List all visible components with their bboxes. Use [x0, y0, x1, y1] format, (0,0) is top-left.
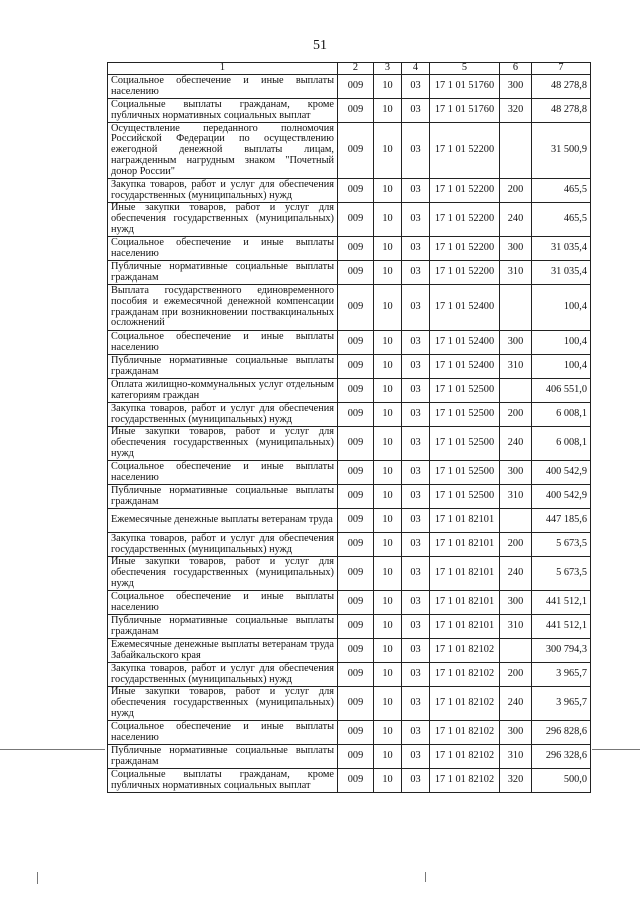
subsection-code: 03 — [402, 237, 430, 261]
subsection-code: 03 — [402, 769, 430, 793]
section-code: 10 — [374, 123, 402, 179]
chapter-code: 009 — [338, 615, 374, 639]
amount: 465,5 — [532, 179, 591, 203]
row-name: Закупка товаров, работ и услуг для обеспечения государственных (муниципальных) нужд — [108, 533, 338, 557]
row-name: Иные закупки товаров, работ и услуг для обеспечения государственных (муниципальных) нужд — [108, 203, 338, 237]
amount: 5 673,5 — [532, 557, 591, 591]
expense-type-code: 200 — [500, 663, 532, 687]
section-code: 10 — [374, 461, 402, 485]
subsection-code: 03 — [402, 179, 430, 203]
table-row — [108, 461, 591, 485]
target-article-code: 17 1 01 52500 — [430, 427, 500, 461]
table-row — [108, 285, 591, 331]
expense-type-code: 300 — [500, 721, 532, 745]
target-article-code: 17 1 01 82101 — [430, 509, 500, 533]
target-article-code: 17 1 01 52500 — [430, 485, 500, 509]
row-name: Социальное обеспечение и иные выплаты населению — [108, 237, 338, 261]
target-article-code: 17 1 01 52400 — [430, 285, 500, 331]
expense-type-code: 310 — [500, 261, 532, 285]
amount: 441 512,1 — [532, 615, 591, 639]
table-row — [108, 203, 591, 237]
row-name: Социальные выплаты гражданам, кроме публичных нормативных социальных выплат — [108, 99, 338, 123]
expense-type-code: 200 — [500, 403, 532, 427]
chapter-code: 009 — [338, 179, 374, 203]
subsection-code: 03 — [402, 331, 430, 355]
amount: 300 794,3 — [532, 639, 591, 663]
page-number: 51 — [313, 38, 327, 53]
table-row — [108, 533, 591, 557]
expense-type-code — [500, 639, 532, 663]
expense-type-code: 200 — [500, 179, 532, 203]
chapter-code: 009 — [338, 355, 374, 379]
scan-mark — [0, 749, 105, 750]
expense-type-code: 310 — [500, 615, 532, 639]
subsection-code: 03 — [402, 403, 430, 427]
target-article-code: 17 1 01 52500 — [430, 403, 500, 427]
chapter-code: 009 — [338, 331, 374, 355]
subsection-code: 03 — [402, 639, 430, 663]
subsection-code: 03 — [402, 99, 430, 123]
amount: 31 035,4 — [532, 237, 591, 261]
table-row — [108, 639, 591, 663]
table-row — [108, 591, 591, 615]
subsection-code: 03 — [402, 591, 430, 615]
column-header: 1 — [108, 63, 338, 75]
subsection-code: 03 — [402, 285, 430, 331]
table-row — [108, 427, 591, 461]
row-name: Осуществление переданного полномочия Российской Федерации по осуществлению ежегодной денежной выплаты лицам, награжденным нагрудным знаком "Почетный донор России" — [108, 123, 338, 179]
table-row — [108, 355, 591, 379]
expense-type-code: 300 — [500, 591, 532, 615]
subsection-code: 03 — [402, 379, 430, 403]
target-article-code: 17 1 01 82101 — [430, 591, 500, 615]
target-article-code: 17 1 01 52400 — [430, 331, 500, 355]
row-name: Ежемесячные денежные выплаты ветеранам труда — [108, 509, 338, 533]
expense-type-code: 320 — [500, 99, 532, 123]
target-article-code: 17 1 01 51760 — [430, 75, 500, 99]
target-article-code: 17 1 01 52200 — [430, 203, 500, 237]
table-row — [108, 379, 591, 403]
amount: 406 551,0 — [532, 379, 591, 403]
section-code: 10 — [374, 379, 402, 403]
target-article-code: 17 1 01 82101 — [430, 615, 500, 639]
section-code: 10 — [374, 557, 402, 591]
row-name: Закупка товаров, работ и услуг для обеспечения государственных (муниципальных) нужд — [108, 179, 338, 203]
chapter-code: 009 — [338, 557, 374, 591]
target-article-code: 17 1 01 82102 — [430, 663, 500, 687]
chapter-code: 009 — [338, 75, 374, 99]
column-header: 6 — [500, 63, 532, 75]
subsection-code: 03 — [402, 663, 430, 687]
column-header: 7 — [532, 63, 591, 75]
amount: 100,4 — [532, 331, 591, 355]
chapter-code: 009 — [338, 639, 374, 663]
chapter-code: 009 — [338, 427, 374, 461]
chapter-code: 009 — [338, 261, 374, 285]
subsection-code: 03 — [402, 509, 430, 533]
target-article-code: 17 1 01 51760 — [430, 99, 500, 123]
target-article-code: 17 1 01 52200 — [430, 123, 500, 179]
expense-type-code: 310 — [500, 355, 532, 379]
target-article-code: 17 1 01 52500 — [430, 461, 500, 485]
section-code: 10 — [374, 285, 402, 331]
amount: 296 828,6 — [532, 721, 591, 745]
table-row — [108, 509, 591, 533]
row-name: Закупка товаров, работ и услуг для обеспечения государственных (муниципальных) нужд — [108, 663, 338, 687]
subsection-code: 03 — [402, 461, 430, 485]
table-row — [108, 123, 591, 179]
subsection-code: 03 — [402, 687, 430, 721]
row-name: Социальное обеспечение и иные выплаты населению — [108, 721, 338, 745]
subsection-code: 03 — [402, 261, 430, 285]
target-article-code: 17 1 01 52200 — [430, 179, 500, 203]
expense-type-code: 310 — [500, 485, 532, 509]
expense-type-code: 240 — [500, 557, 532, 591]
chapter-code: 009 — [338, 237, 374, 261]
expense-type-code: 240 — [500, 687, 532, 721]
chapter-code: 009 — [338, 485, 374, 509]
chapter-code: 009 — [338, 285, 374, 331]
row-name: Социальные выплаты гражданам, кроме публичных нормативных социальных выплат — [108, 769, 338, 793]
section-code: 10 — [374, 179, 402, 203]
amount: 447 185,6 — [532, 509, 591, 533]
table-row — [108, 663, 591, 687]
row-name: Оплата жилищно-коммунальных услуг отдельным категориям граждан — [108, 379, 338, 403]
section-code: 10 — [374, 533, 402, 557]
row-name: Иные закупки товаров, работ и услуг для обеспечения государственных (муниципальных) нужд — [108, 557, 338, 591]
amount: 31 035,4 — [532, 261, 591, 285]
target-article-code: 17 1 01 82101 — [430, 557, 500, 591]
section-code: 10 — [374, 663, 402, 687]
scan-mark — [37, 872, 38, 884]
target-article-code: 17 1 01 52200 — [430, 261, 500, 285]
expense-type-code: 240 — [500, 203, 532, 237]
row-name: Социальное обеспечение и иные выплаты населению — [108, 331, 338, 355]
subsection-code: 03 — [402, 533, 430, 557]
chapter-code: 009 — [338, 591, 374, 615]
expense-type-code: 240 — [500, 427, 532, 461]
amount: 48 278,8 — [532, 99, 591, 123]
table-row — [108, 557, 591, 591]
row-name: Иные закупки товаров, работ и услуг для обеспечения государственных (муниципальных) нужд — [108, 687, 338, 721]
row-name: Публичные нормативные социальные выплаты гражданам — [108, 745, 338, 769]
table-row — [108, 485, 591, 509]
expense-type-code: 300 — [500, 461, 532, 485]
amount: 3 965,7 — [532, 687, 591, 721]
target-article-code: 17 1 01 82102 — [430, 745, 500, 769]
chapter-code: 009 — [338, 721, 374, 745]
row-name: Публичные нормативные социальные выплаты гражданам — [108, 355, 338, 379]
expense-type-code: 310 — [500, 745, 532, 769]
table-row — [108, 237, 591, 261]
subsection-code: 03 — [402, 203, 430, 237]
chapter-code: 009 — [338, 509, 374, 533]
amount: 100,4 — [532, 355, 591, 379]
section-code: 10 — [374, 591, 402, 615]
section-code: 10 — [374, 261, 402, 285]
section-code: 10 — [374, 403, 402, 427]
chapter-code: 009 — [338, 123, 374, 179]
chapter-code: 009 — [338, 99, 374, 123]
section-code: 10 — [374, 355, 402, 379]
row-name: Иные закупки товаров, работ и услуг для обеспечения государственных (муниципальных) нужд — [108, 427, 338, 461]
table-row — [108, 179, 591, 203]
amount: 400 542,9 — [532, 485, 591, 509]
amount: 6 008,1 — [532, 427, 591, 461]
subsection-code: 03 — [402, 721, 430, 745]
table-row — [108, 615, 591, 639]
section-code: 10 — [374, 331, 402, 355]
section-code: 10 — [374, 237, 402, 261]
budget-table-body — [108, 63, 591, 793]
amount: 5 673,5 — [532, 533, 591, 557]
amount: 441 512,1 — [532, 591, 591, 615]
amount: 3 965,7 — [532, 663, 591, 687]
amount: 31 500,9 — [532, 123, 591, 179]
section-code: 10 — [374, 687, 402, 721]
expense-type-code: 300 — [500, 75, 532, 99]
table-row — [108, 75, 591, 99]
section-code: 10 — [374, 75, 402, 99]
amount: 48 278,8 — [532, 75, 591, 99]
table-row — [108, 261, 591, 285]
amount: 400 542,9 — [532, 461, 591, 485]
section-code: 10 — [374, 485, 402, 509]
subsection-code: 03 — [402, 485, 430, 509]
target-article-code: 17 1 01 82102 — [430, 639, 500, 663]
scan-mark — [425, 872, 426, 882]
row-name: Социальное обеспечение и иные выплаты населению — [108, 591, 338, 615]
section-code: 10 — [374, 745, 402, 769]
row-name: Публичные нормативные социальные выплаты гражданам — [108, 485, 338, 509]
table-row — [108, 745, 591, 769]
amount: 100,4 — [532, 285, 591, 331]
subsection-code: 03 — [402, 615, 430, 639]
target-article-code: 17 1 01 52400 — [430, 355, 500, 379]
section-code: 10 — [374, 99, 402, 123]
subsection-code: 03 — [402, 75, 430, 99]
subsection-code: 03 — [402, 427, 430, 461]
target-article-code: 17 1 01 82102 — [430, 721, 500, 745]
expense-type-code: 300 — [500, 331, 532, 355]
table-header-row — [108, 63, 591, 75]
expense-type-code — [500, 379, 532, 403]
table-row — [108, 99, 591, 123]
row-name: Публичные нормативные социальные выплаты гражданам — [108, 615, 338, 639]
scan-mark — [592, 749, 640, 750]
target-article-code: 17 1 01 82102 — [430, 769, 500, 793]
subsection-code: 03 — [402, 745, 430, 769]
amount: 296 328,6 — [532, 745, 591, 769]
subsection-code: 03 — [402, 123, 430, 179]
row-name: Социальное обеспечение и иные выплаты населению — [108, 75, 338, 99]
subsection-code: 03 — [402, 557, 430, 591]
row-name: Публичные нормативные социальные выплаты гражданам — [108, 261, 338, 285]
chapter-code: 009 — [338, 461, 374, 485]
table-row — [108, 769, 591, 793]
section-code: 10 — [374, 615, 402, 639]
expense-type-code — [500, 509, 532, 533]
chapter-code: 009 — [338, 687, 374, 721]
chapter-code: 009 — [338, 403, 374, 427]
amount: 500,0 — [532, 769, 591, 793]
subsection-code: 03 — [402, 355, 430, 379]
chapter-code: 009 — [338, 203, 374, 237]
chapter-code: 009 — [338, 663, 374, 687]
amount: 6 008,1 — [532, 403, 591, 427]
table-row — [108, 721, 591, 745]
section-code: 10 — [374, 721, 402, 745]
chapter-code: 009 — [338, 533, 374, 557]
expense-type-code: 300 — [500, 237, 532, 261]
target-article-code: 17 1 01 82102 — [430, 687, 500, 721]
section-code: 10 — [374, 427, 402, 461]
budget-table — [107, 62, 591, 793]
row-name: Закупка товаров, работ и услуг для обеспечения государственных (муниципальных) нужд — [108, 403, 338, 427]
row-name: Ежемесячные денежные выплаты ветеранам труда Забайкальского края — [108, 639, 338, 663]
table-row — [108, 687, 591, 721]
section-code: 10 — [374, 639, 402, 663]
section-code: 10 — [374, 769, 402, 793]
chapter-code: 009 — [338, 745, 374, 769]
column-header: 2 — [338, 63, 374, 75]
row-name: Социальное обеспечение и иные выплаты населению — [108, 461, 338, 485]
section-code: 10 — [374, 509, 402, 533]
section-code: 10 — [374, 203, 402, 237]
column-header: 5 — [430, 63, 500, 75]
expense-type-code: 320 — [500, 769, 532, 793]
column-header: 4 — [402, 63, 430, 75]
chapter-code: 009 — [338, 769, 374, 793]
target-article-code: 17 1 01 82101 — [430, 533, 500, 557]
chapter-code: 009 — [338, 379, 374, 403]
row-name: Выплата государственного единовременного пособия и ежемесячной денежной компенсации гражданам при возникновении поствакцинальных осложнений — [108, 285, 338, 331]
column-header: 3 — [374, 63, 402, 75]
table-row — [108, 403, 591, 427]
target-article-code: 17 1 01 52500 — [430, 379, 500, 403]
expense-type-code: 200 — [500, 533, 532, 557]
expense-type-code — [500, 285, 532, 331]
target-article-code: 17 1 01 52200 — [430, 237, 500, 261]
amount: 465,5 — [532, 203, 591, 237]
table-row — [108, 331, 591, 355]
expense-type-code — [500, 123, 532, 179]
